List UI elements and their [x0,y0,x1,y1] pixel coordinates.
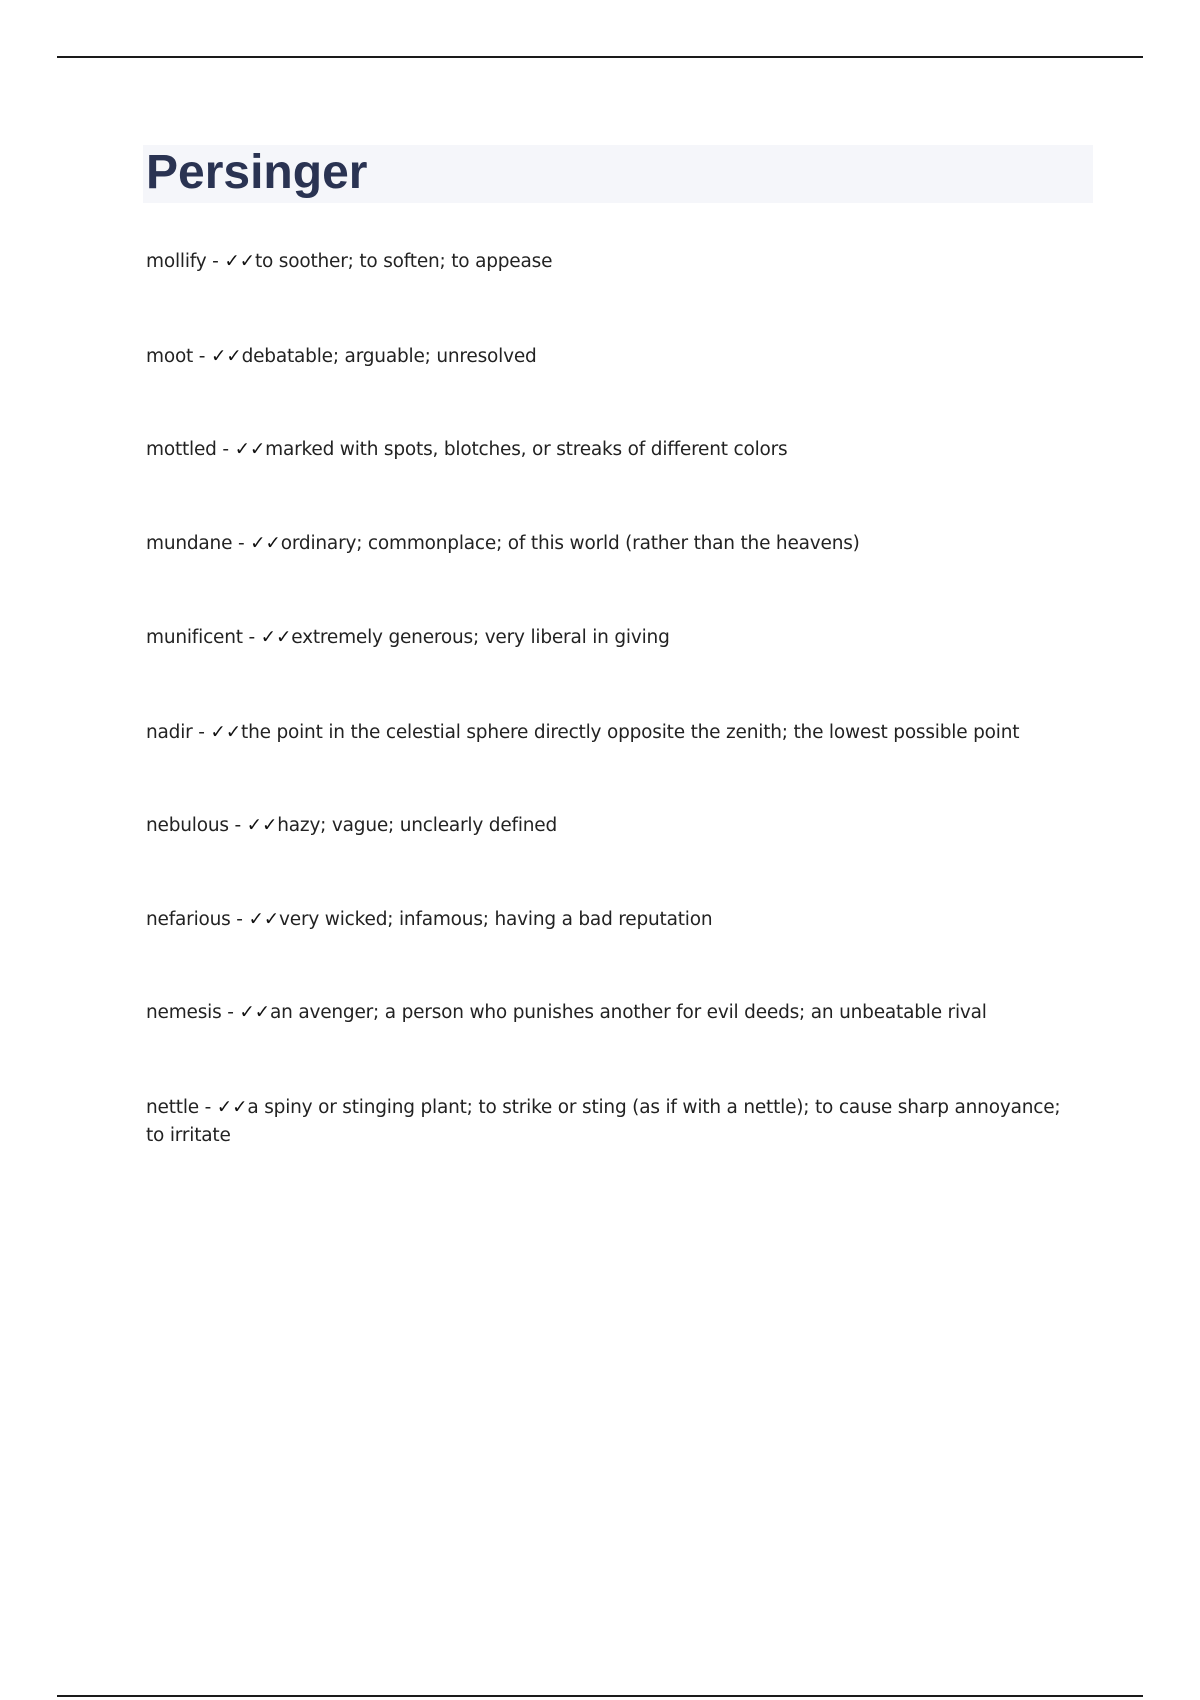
bottom-rule [57,1695,1143,1697]
entry-nefarious [146,906,1076,934]
check-marks-icon: ✓✓ [210,346,242,367]
entry-definition: to soother; to soften; to appease [254,251,553,272]
check-marks-icon: ✓✓ [248,909,280,930]
entry-term: nemesis [146,1002,222,1023]
entry-definition: an avenger; a person who punishes another for evil deeds; an unbeatable rival [269,1002,987,1023]
entry-separator: - [193,346,211,367]
entry-nebulous [146,812,1076,840]
entry-nemesis [146,999,1076,1027]
entry-separator: - [242,627,261,648]
check-marks-icon: ✓✓ [239,1002,270,1023]
entry-separator: - [232,533,251,554]
entry-munificent [146,624,1076,652]
entry-term: moot [146,346,194,367]
entry-definition: marked with spots, blotches, or streaks of different colors [265,439,788,460]
entry-moot [146,343,1076,371]
entry-separator: - [198,1097,217,1118]
entry-mottled [146,436,1076,464]
check-marks-icon: ✓✓ [234,439,266,460]
entry-separator: - [206,251,225,272]
check-marks-icon: ✓✓ [246,815,278,836]
entry-term: mollify [146,251,207,272]
entry-separator: - [216,439,235,460]
entry-separator: - [192,722,211,743]
entry-term: nefarious [146,909,231,930]
entry-term: munificent [146,627,243,648]
check-marks-icon: ✓✓ [224,251,255,272]
entry-mundane [146,530,1076,558]
entry-term: nadir [146,722,193,743]
entry-term: nettle [146,1097,199,1118]
entry-separator: - [228,815,247,836]
entry-term: nebulous [146,815,229,836]
check-marks-icon: ✓✓ [210,722,242,743]
entry-nadir [146,719,1076,747]
entry-definition: extremely generous; very liberal in giving [291,627,670,648]
entry-definition: hazy; vague; unclearly defined [277,815,558,836]
entry-nettle [146,1094,1076,1150]
entry-mollify [146,248,1076,276]
top-rule [57,56,1143,58]
check-marks-icon: ✓✓ [260,627,292,648]
page-title: Persinger [146,146,368,199]
entry-definition: a spiny or stinging plant; to strike or sting (as if with a nettle); to cause sharp annoyance; to irritate [146,1097,1061,1146]
check-marks-icon: ✓✓ [250,533,281,554]
check-marks-icon: ✓✓ [216,1097,248,1118]
entry-definition: debatable; arguable; unresolved [241,346,537,367]
entry-definition: ordinary; commonplace; of this world (rather than the heavens) [280,533,860,554]
entry-definition: very wicked; infamous; having a bad reputation [279,909,713,930]
entry-definition: the point in the celestial sphere directly opposite the zenith; the lowest possible point [241,722,1020,743]
entry-separator: - [230,909,249,930]
entry-term: mottled [146,439,217,460]
entry-separator: - [221,1002,240,1023]
entry-term: mundane [146,533,233,554]
